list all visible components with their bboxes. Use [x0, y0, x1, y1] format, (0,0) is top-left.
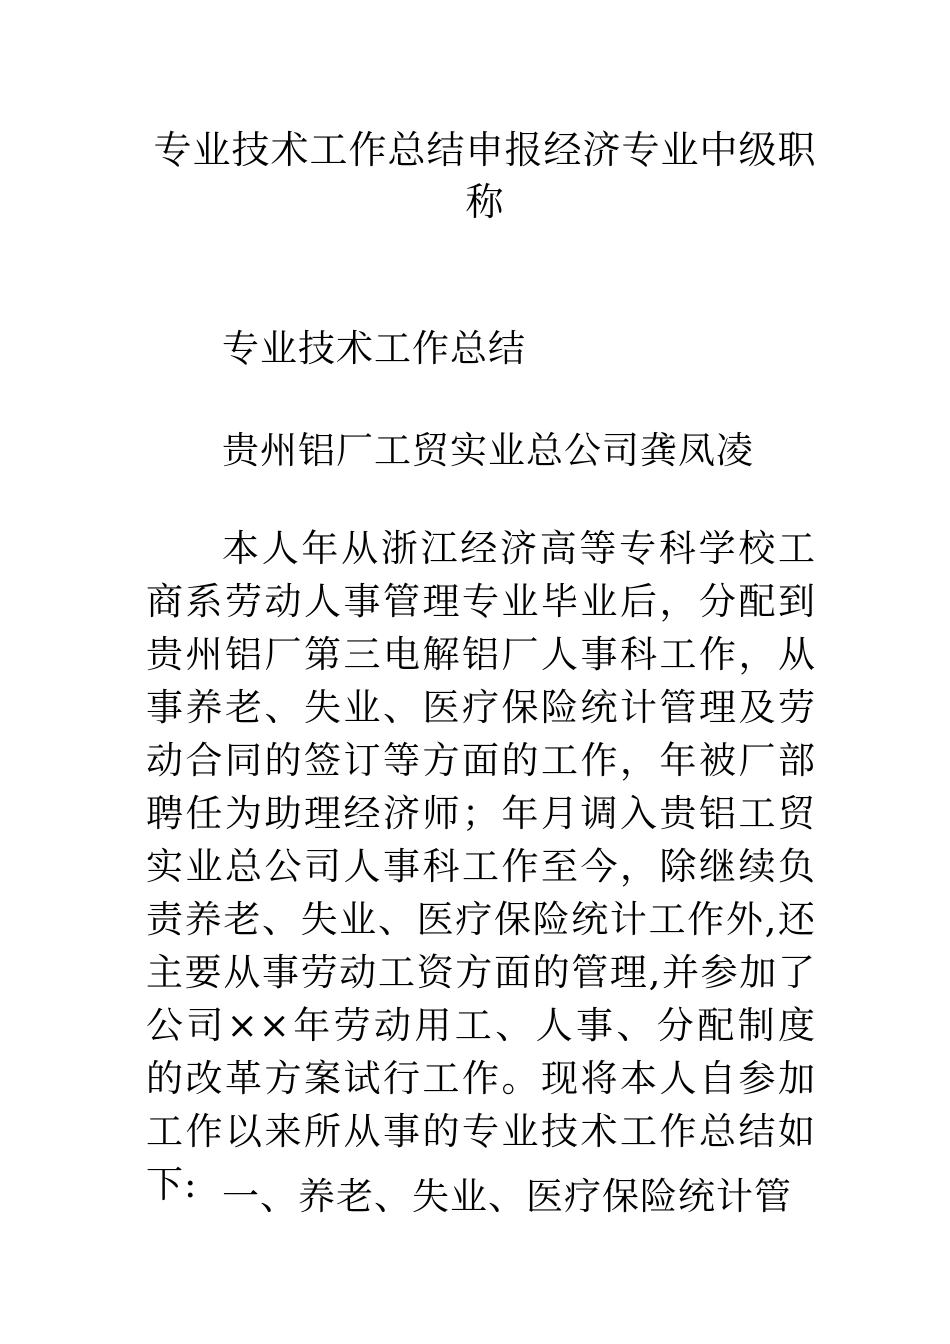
body-paragraph: 本人年从浙江经济高等专科学校工商系劳动人事管理专业毕业后，分配到贵州铝厂第三电解铝厂人事科工作，从事养老、失业、医疗保险统计管理及劳动合同的签订等方面的工作，年被厂部聘任为助理经济师；年月调入贵铝工贸实业总公司人事科工作至今，除继续负责养老、失业、医疗保险统计工作外,还主要从事劳动工资方面的管理,并参加了公司××年劳动用工、人事、分配制度的改革方案试行工作。现将本人自参加工作以来所从事的专业技术工作总结如下:: [146, 527, 816, 1206]
document-title: 专业技术工作总结申报经济专业中级职称: [153, 128, 817, 224]
section-one-heading: 一、养老、失业、医疗保险统计管: [222, 1175, 792, 1218]
author-line: 贵州铝厂工贸实业总公司龚凤凌: [222, 429, 754, 472]
section-heading: 专业技术工作总结: [222, 327, 526, 370]
